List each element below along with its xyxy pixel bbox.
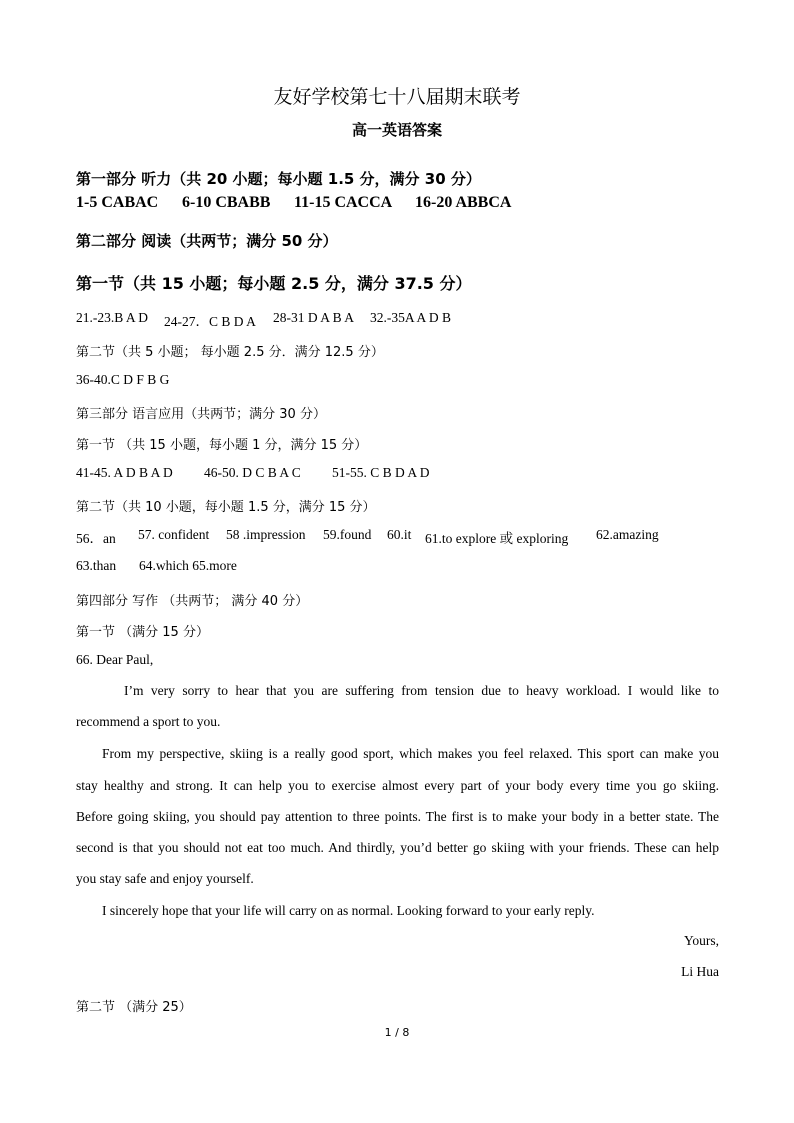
blank-answer: 57. confident: [138, 527, 210, 542]
letter-line: Before going skiing, you should pay attention to three points. The first is to make your body in a better state. The: [76, 809, 719, 824]
letter-line: recommend a sport to you.: [76, 714, 221, 729]
language-answer-group: 46-50. D C B A C: [204, 465, 301, 480]
letter-closing: Yours,: [683, 933, 719, 948]
part4-section1-heading: 第一节 （满分 15 分）: [76, 625, 209, 640]
part2-section1-answers: [0, 310, 794, 330]
part1-heading: 第一部分 听力（共 20 小题；每小题 1.5 分，满分 30 分）: [76, 170, 481, 188]
blank-answer: 60.it: [387, 527, 412, 542]
blank-answer: 63.than: [76, 558, 117, 573]
page-title: 友好学校第七十八届期末联考: [273, 86, 521, 108]
part4-heading: 第四部分 写作 （共两节； 满分 40 分）: [76, 594, 309, 609]
part4-section2-heading: 第二节 （满分 25）: [76, 1000, 192, 1015]
reading-answer-group: 28-31 D A B A: [273, 310, 355, 325]
letter-line: I’m very sorry to hear that you are suffering from tension due to heavy workload. I would like to: [124, 683, 719, 698]
letter-line: second is that you should not eat too much. And thirdly, you’d better go skiing with your friends. These can help: [76, 840, 719, 855]
letter-signature: Li Hua: [681, 964, 719, 979]
reading-answer-group: 21.-23.B A D: [76, 310, 149, 325]
blank-answer: 56．an: [76, 531, 116, 546]
reading-answer-group: 32.-35A A D B: [370, 310, 452, 325]
part1-answer-group: 6-10 CBABB: [182, 194, 271, 211]
part1-answer-group: 11-15 CACCA: [294, 194, 393, 211]
part3-section1-answers: [0, 465, 794, 485]
part2-section1-heading: 第一节（共 15 小题；每小题 2.5 分，满分 37.5 分）: [76, 274, 472, 293]
letter-greeting: 66. Dear Paul,: [76, 652, 154, 667]
blank-answer: 59.found: [323, 527, 372, 542]
part3-section2-heading: 第二节（共 10 小题，每小题 1.5 分，满分 15 分）: [76, 500, 376, 515]
language-answer-group: 51-55. C B D A D: [332, 465, 430, 480]
reading-answer-group: 24-27．C B D A: [164, 314, 256, 329]
page-number: 1 / 8: [384, 1026, 410, 1039]
letter-line: I sincerely hope that your life will carry on as normal. Looking forward to your early reply.: [102, 903, 595, 918]
blank-answer: 62.amazing: [596, 527, 659, 542]
blank-answer: 61.to explore 或 exploring: [425, 531, 569, 546]
page-subtitle: 高一英语答案: [351, 121, 442, 139]
letter-line: stay healthy and strong. It can help you to exercise almost every part of your body every time you go skiing.: [76, 778, 719, 793]
blank-answer: 64.which 65.more: [139, 558, 237, 573]
part3-heading: 第三部分 语言应用（共两节；满分 30 分）: [76, 407, 326, 422]
letter-line: you stay safe and enjoy yourself.: [76, 871, 254, 886]
part3-section1-heading: 第一节 （共 15 小题，每小题 1 分，满分 15 分）: [76, 438, 368, 453]
part3-section2-row2: [0, 558, 794, 578]
letter-line: From my perspective, skiing is a really good sport, which makes you feel relaxed. This sport can make you: [102, 746, 719, 761]
part3-section2-row1: [0, 527, 794, 547]
language-answer-group: 41-45. A D B A D: [76, 465, 173, 480]
part2-heading: 第二部分 阅读（共两节；满分 50 分）: [76, 232, 338, 250]
part1-answer-group: 1-5 CABAC: [76, 194, 159, 211]
part2-section2-heading: 第二节（共 5 小题； 每小题 2.5 分．满分 12.5 分）: [76, 345, 384, 360]
part1-answers: [0, 194, 794, 216]
part2-section2-answers: 36-40.C D F B G: [76, 372, 170, 387]
blank-answer: 58 .impression: [226, 527, 306, 542]
part1-answer-group: 16-20 ABBCA: [415, 194, 512, 211]
